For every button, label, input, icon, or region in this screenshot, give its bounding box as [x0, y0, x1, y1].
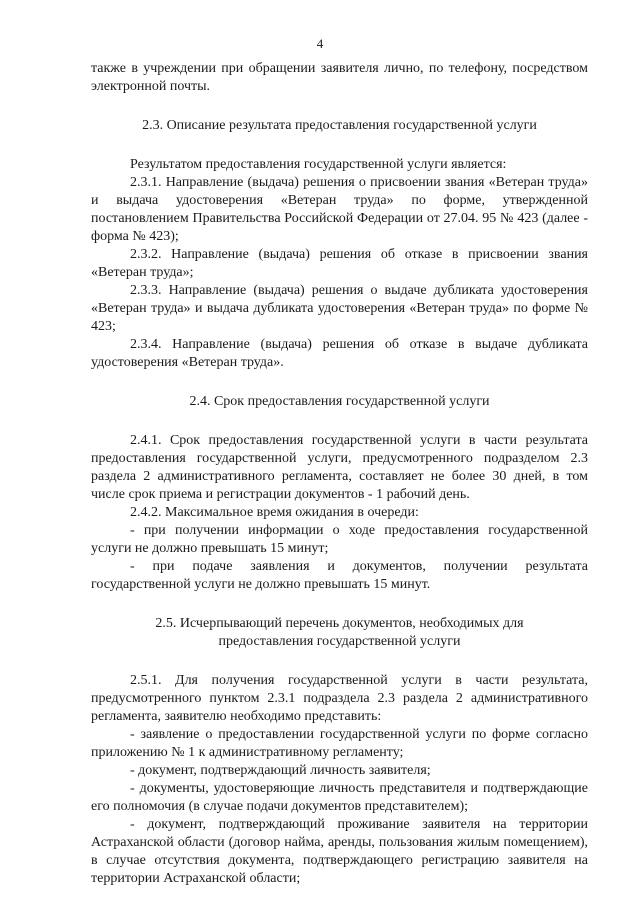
- intro-paragraph: также в учреждении при обращении заявителя лично, по телефону, посредством электронной почты.: [91, 61, 588, 94]
- paragraph: - документ, подтверждающий личность заявителя;: [130, 763, 431, 778]
- paragraph: - заявление о предоставлении государственной услуги по форме согласно приложению № 1 к административному регламенту;: [91, 727, 588, 760]
- paragraph: - документы, удостоверяющие личность представителя и подтверждающие его полномочия (в случае подачи документов представителем);: [91, 781, 588, 814]
- section-2-4: [91, 393, 588, 594]
- paragraph: 2.3.4. Направление (выдача) решения об отказе в выдаче дубликата удостоверения «Ветеран труда».: [91, 337, 588, 370]
- paragraph: - документ, подтверждающий проживание заявителя на территории Астраханской области (договор найма, аренды, пользования жилым помещением), в случае отсутствия документа, подтверждающего регистрацию заявителя на территории Астраханской области;: [91, 817, 588, 886]
- paragraph: Результатом предоставления государственной услуги является:: [130, 157, 507, 172]
- section-2-3: [91, 117, 588, 372]
- paragraph: 2.4.1. Срок предоставления государственной услуги в части результата предоставления государственной услуги, предусмотренного подразделом 2.3 раздела 2 административного регламента, составляет не более 30 дней, в том числе срок приема и регистрации документов - 1 рабочий день.: [91, 433, 588, 502]
- paragraph: 2.4.2. Максимальное время ожидания в очереди:: [130, 505, 419, 520]
- section-2-5: [91, 615, 588, 888]
- paragraph: - при получении информации о ходе предоставления государственной услуги не должно превышать 15 минут;: [91, 523, 588, 556]
- page-number: 4: [316, 36, 324, 51]
- paragraph: - при подаче заявления и документов, получении результата государственной услуги не должно превышать 15 минут.: [91, 559, 588, 592]
- paragraph: 2.3.3. Направление (выдача) решения о выдаче дубликата удостоверения «Ветеран труда» и выдача дубликата удостоверения «Ветеран труда» по форме № 423;: [91, 283, 588, 334]
- section-heading: 2.4. Срок предоставления государственной услуги: [189, 394, 490, 409]
- paragraph: 2.3.1. Направление (выдача) решения о присвоении звания «Ветеран труда» и выдача удостоверения «Ветеран труда» по форме, утвержденной постановлением Правительства Российской Федерации от 27.04. 95 № 423 (далее - форма № 423);: [91, 175, 588, 244]
- section-heading: 2.5. Исчерпывающий перечень документов, необходимых для предоставления государственной услуги: [155, 616, 524, 649]
- paragraph: 2.3.2. Направление (выдача) решения об отказе в присвоении звания «Ветеран труда»;: [91, 247, 588, 280]
- section-heading: 2.3. Описание результата предоставления государственной услуги: [142, 118, 537, 133]
- paragraph: 2.5.1. Для получения государственной услуги в части результата, предусмотренного пунктом 2.3.1 подраздела 2.3 раздела 2 административного регламента, заявителю необходимо представить:: [91, 673, 588, 724]
- document-body: [91, 60, 588, 888]
